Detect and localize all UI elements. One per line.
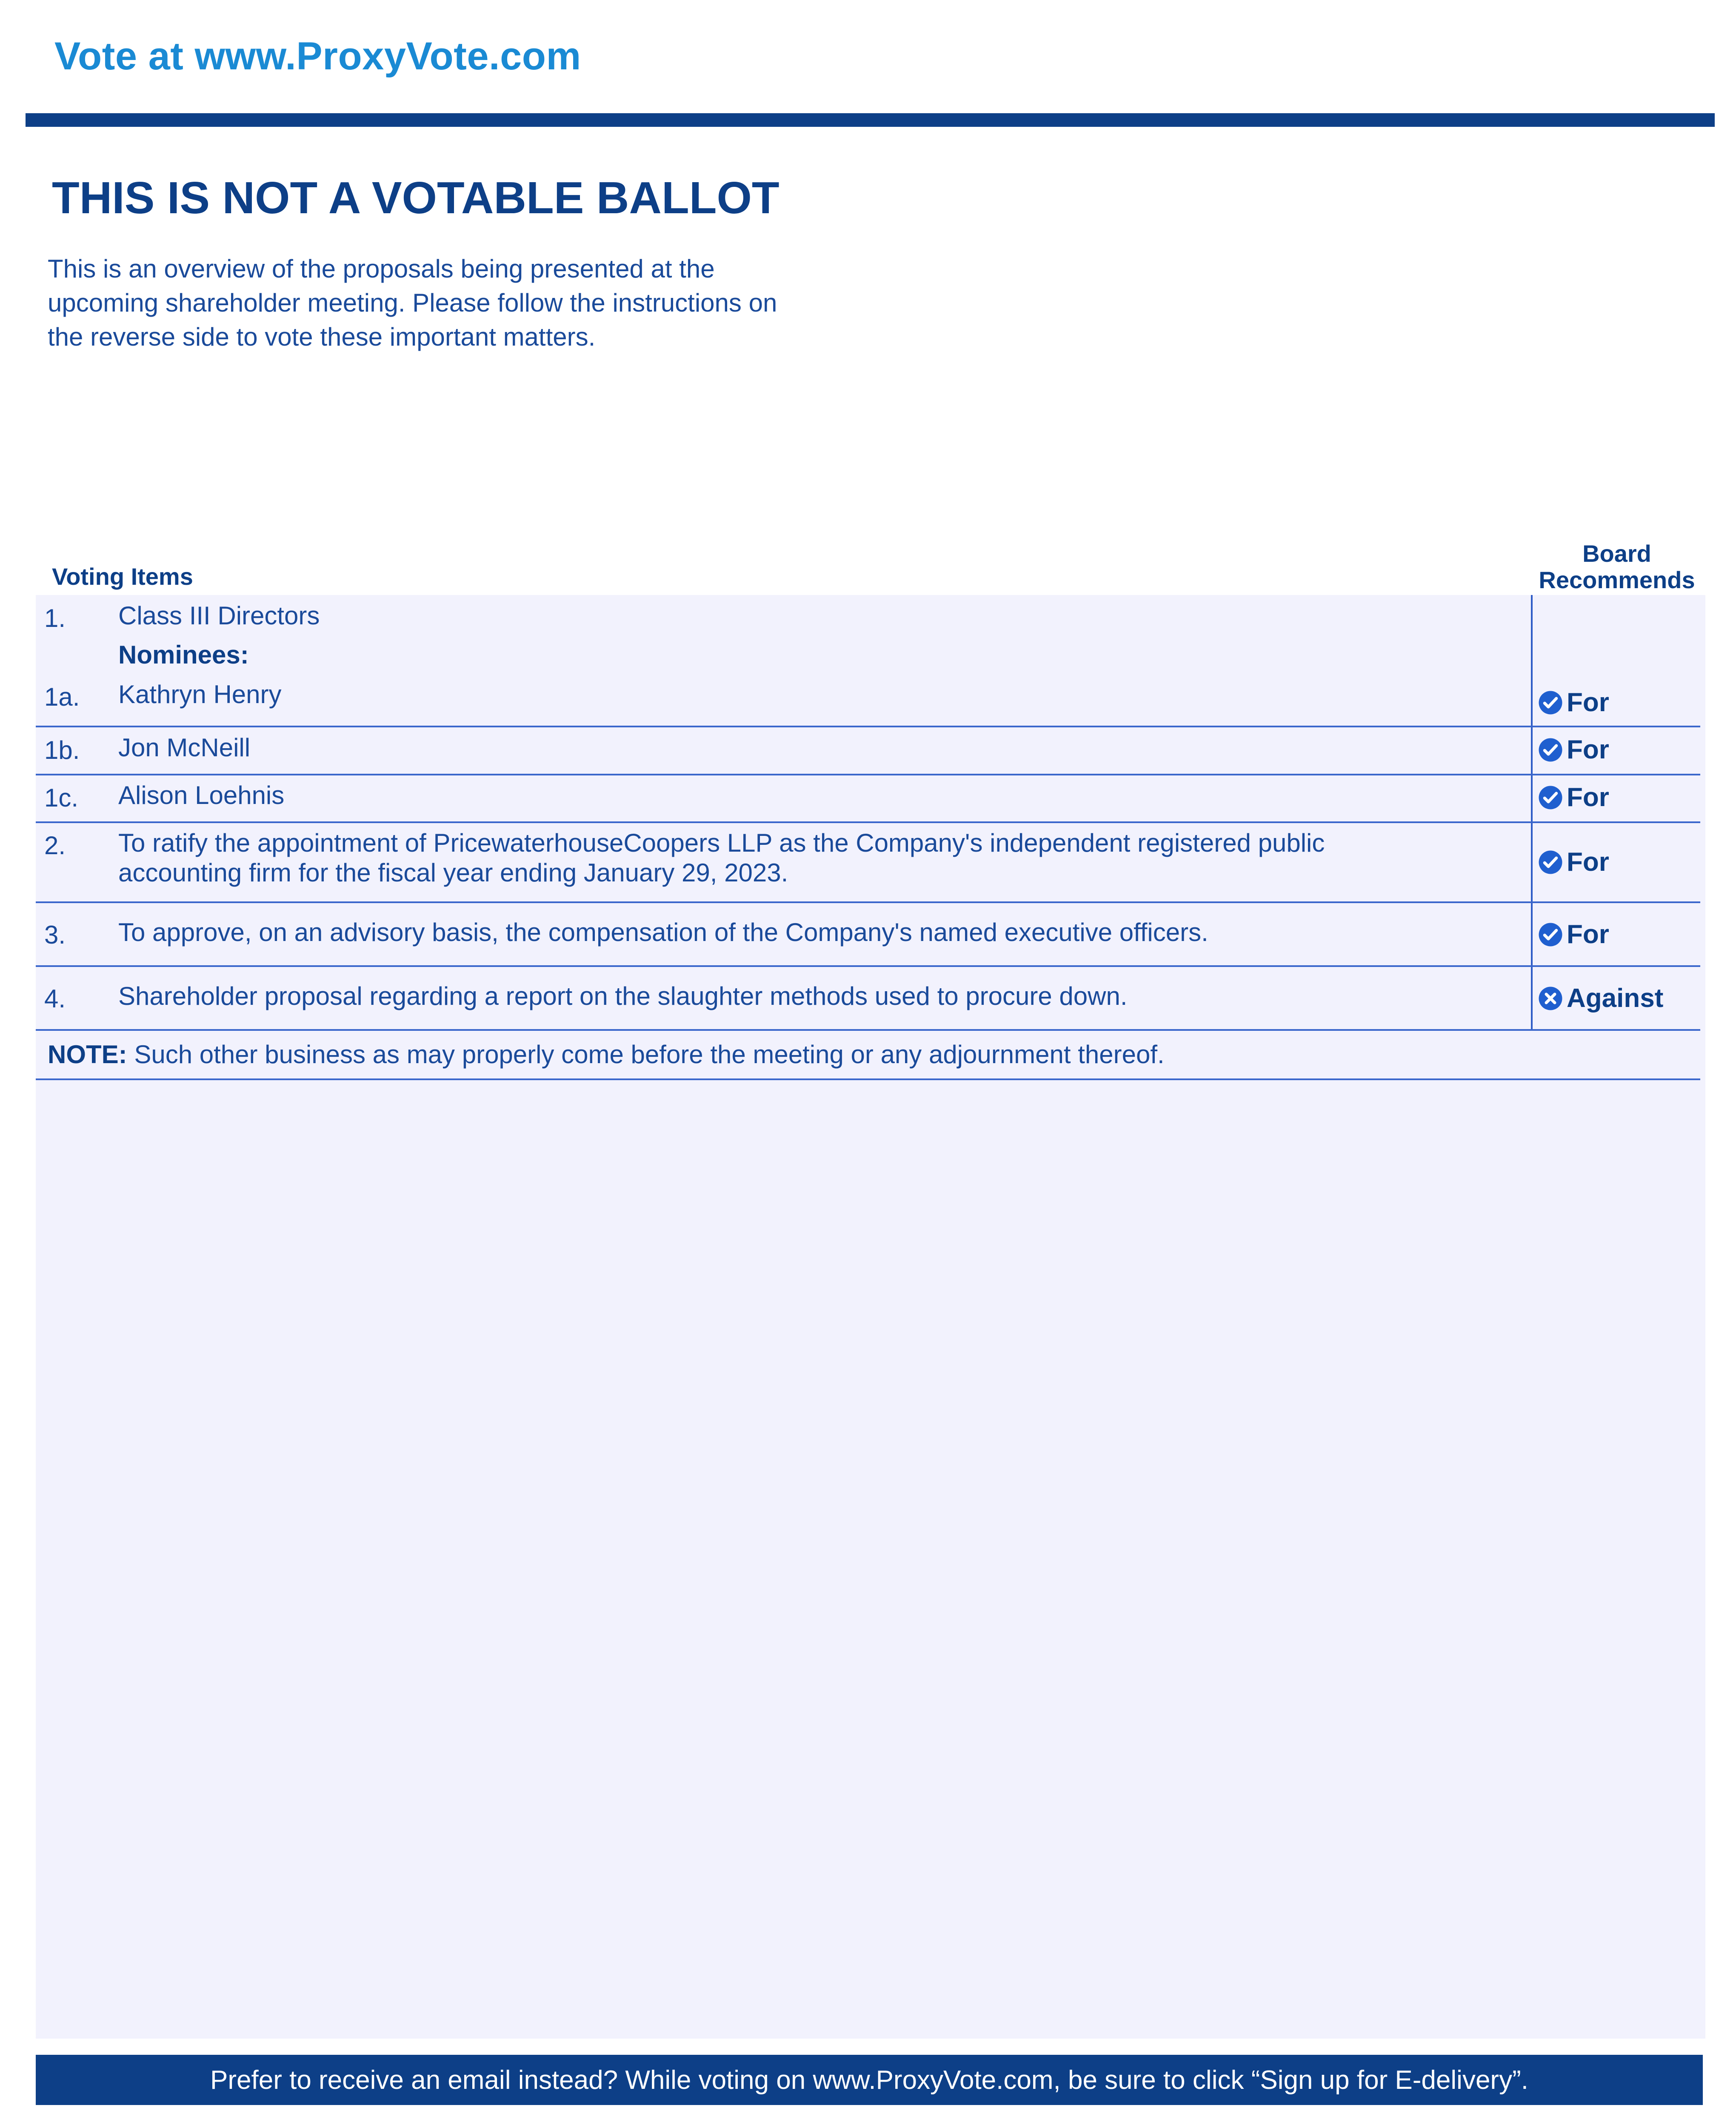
item-number: 3. [44, 921, 66, 949]
row-divider [36, 1078, 1700, 1080]
recommendation-for [1538, 687, 1609, 718]
item-text [118, 918, 1208, 947]
e-delivery-text: Prefer to receive an email instead? While voting on www.ProxyVote.com, be sure to click “Sign up for E-delivery”. [210, 2065, 1528, 2095]
row-divider [36, 965, 1700, 967]
item-number: 2. [44, 831, 66, 860]
item-text [118, 680, 282, 709]
row-divider [36, 726, 1700, 727]
voting-items-panel [36, 595, 1705, 2039]
item-text-line: Jon McNeill [118, 733, 251, 762]
note-body: Such other business as may properly come before the meeting or any adjournment thereof. [127, 1040, 1165, 1069]
x-circle-icon [1538, 986, 1563, 1011]
vote-at-proxyvote-link[interactable]: Vote at www.ProxyVote.com [54, 34, 581, 78]
item-text-line: Alison Loehnis [118, 781, 285, 809]
check-circle-icon [1538, 785, 1563, 810]
note-label: NOTE: [48, 1040, 127, 1069]
recommendation-for [1538, 919, 1609, 950]
intro-paragraph [48, 252, 865, 354]
column-header-voting-items: Voting Items [52, 563, 193, 590]
item-text-line: Kathryn Henry [118, 680, 282, 709]
check-circle-icon [1538, 922, 1563, 947]
page-title: THIS IS NOT A VOTABLE BALLOT [52, 173, 779, 223]
intro-line: This is an overview of the proposals being presented at the [48, 255, 715, 283]
column-header-line: Board [1582, 540, 1651, 567]
column-divider [1531, 595, 1533, 1030]
recommendation-label: Against [1567, 984, 1664, 1013]
row-divider [36, 901, 1700, 903]
recommendation-label: For [1567, 688, 1609, 717]
item-text-line: To approve, on an advisory basis, the compensation of the Company's named executive officers. [118, 918, 1208, 947]
note-text [48, 1040, 1165, 1069]
row-divider [36, 1029, 1700, 1031]
item-text [118, 733, 250, 763]
nominees-label: Nominees: [118, 641, 249, 669]
item-text-line: To ratify the appointment of PricewaterhouseCoopers LLP as the Company's independent registered public [118, 829, 1325, 857]
column-header-board-recommends [1532, 541, 1702, 593]
recommendation-label: For [1567, 847, 1609, 877]
recommendation-label: For [1567, 783, 1609, 812]
recommendation-for [1538, 735, 1609, 765]
row-divider [36, 774, 1700, 775]
item-text [118, 981, 1128, 1011]
item-number: 1. [44, 604, 66, 632]
check-circle-icon [1538, 849, 1563, 875]
item-text [118, 601, 320, 631]
item-number: 1a. [44, 683, 80, 711]
item-text-line: accounting firm for the fiscal year ending January 29, 2023. [118, 858, 788, 887]
item-text-line: Shareholder proposal regarding a report on the slaughter methods used to procure down. [118, 982, 1128, 1010]
item-text [118, 828, 1325, 888]
recommendation-label: For [1567, 920, 1609, 949]
check-circle-icon [1538, 737, 1563, 763]
e-delivery-banner [36, 2055, 1703, 2105]
item-number: 4. [44, 984, 66, 1013]
recommendation-label: For [1567, 735, 1609, 764]
item-number: 1b. [44, 736, 80, 764]
recommendation-for [1538, 782, 1609, 812]
column-header-line: Recommends [1539, 566, 1695, 593]
intro-line: the reverse side to vote these important matters. [48, 323, 596, 351]
check-circle-icon [1538, 690, 1563, 715]
recommendation-against [1538, 983, 1663, 1013]
header-divider [26, 113, 1715, 127]
row-divider [36, 821, 1700, 823]
item-text [118, 781, 284, 810]
item-number: 1c. [44, 784, 79, 812]
recommendation-for [1538, 847, 1609, 877]
intro-line: upcoming shareholder meeting. Please follow the instructions on [48, 289, 777, 317]
item-text-line: Class III Directors [118, 601, 320, 630]
